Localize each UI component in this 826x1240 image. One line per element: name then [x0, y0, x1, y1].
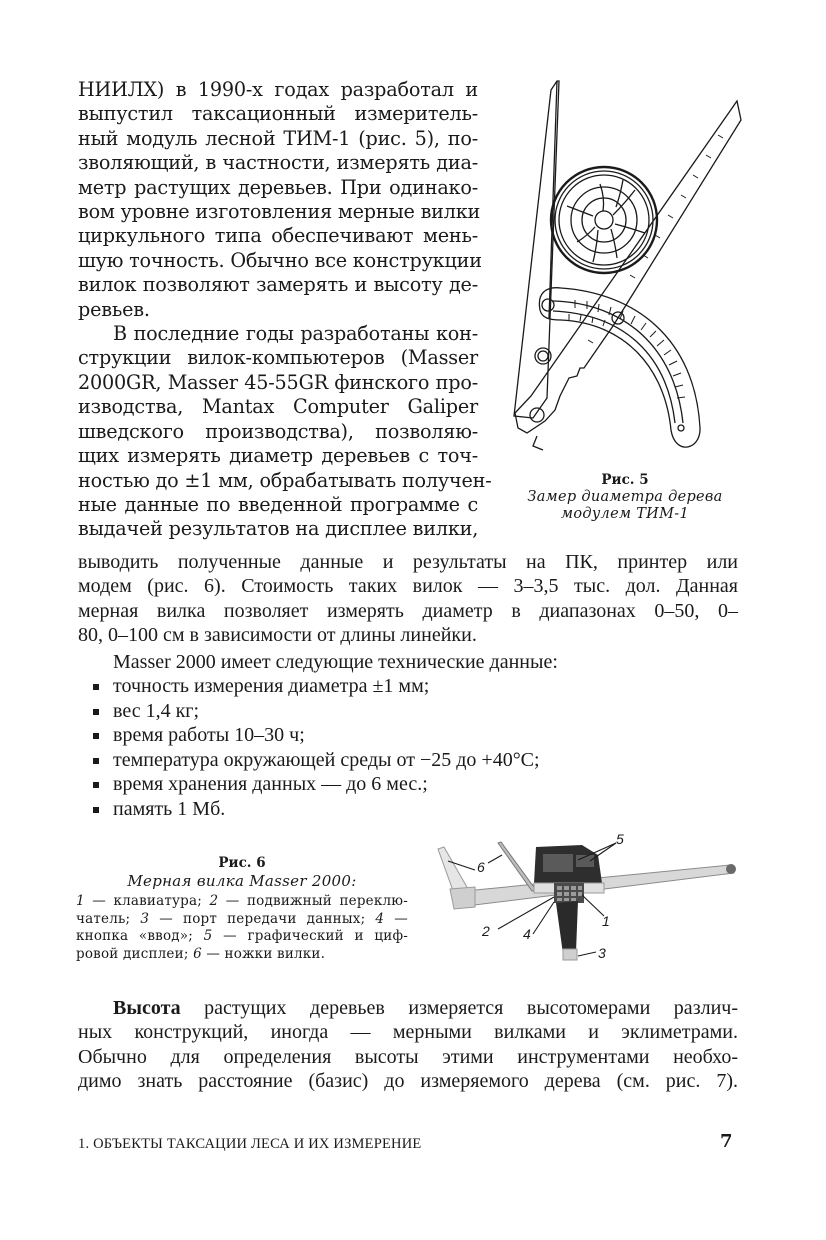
text-line: димо знать расстояние (базис) до измеряемого дерева (см. рис. 7).	[78, 1070, 738, 1093]
figure-5-caption	[505, 472, 745, 523]
callout-5: 5	[616, 831, 624, 847]
legend-number: 6	[193, 945, 202, 962]
callout-4: 4	[523, 926, 531, 942]
list-item	[93, 723, 540, 748]
legend-number: 1	[76, 893, 85, 909]
bullet-icon	[93, 684, 99, 690]
text-line: вилок позволяют замерять и высоту де-	[78, 273, 478, 297]
list-item	[93, 748, 540, 773]
bullet-icon	[93, 709, 99, 715]
bold-term: Высота	[113, 997, 181, 1019]
text-line: щих измерять диаметр деревьев с точ-	[78, 444, 478, 468]
bullet-icon	[93, 758, 99, 764]
bullet-icon	[93, 733, 99, 739]
text-line: метр растущих деревьев. При одинако-	[78, 175, 478, 199]
legend-number: 4	[375, 910, 385, 927]
legend-text: ровой дисплеи;	[76, 945, 194, 962]
paragraph-height	[78, 996, 738, 1094]
page-number: 7	[720, 1131, 733, 1152]
graphic-display	[543, 854, 573, 872]
specs-intro: Masser 2000 имеет следующие технические данные:	[113, 651, 558, 673]
legend-text: кнопка «ввод»;	[76, 928, 204, 944]
figure-6-masser-photo	[430, 827, 750, 972]
figure-5-tim1-drawing	[505, 78, 745, 473]
legend-number: 5	[203, 928, 213, 944]
text-line	[78, 996, 738, 1020]
text-line: мерная вилка позволяет измерять диаметр в диапазонах 0–50, 0–	[78, 599, 738, 622]
text-span: растущих деревьев измеряется высотомерами различ-	[180, 997, 738, 1019]
callout-2: 2	[482, 923, 490, 939]
list-item	[93, 674, 540, 699]
text-line: изводства, Mantax Computer Galiper	[78, 395, 478, 419]
text-line: 2000GR, Masser 45-55GR финского про-	[78, 370, 478, 394]
list-item-text: вес 1,4 кг;	[113, 699, 200, 722]
left-column-text	[78, 78, 492, 542]
text-line: циркульного типа обеспечивают мень-	[78, 224, 478, 248]
legend-text: — ножки вилки.	[201, 945, 326, 962]
callout-6: 6	[477, 859, 485, 875]
fixed-jaw	[514, 81, 559, 418]
text-line: выпустил таксационный измеритель-	[78, 102, 478, 126]
legend-text: — подвижный переклю-	[218, 893, 409, 909]
bullet-icon	[93, 807, 99, 813]
tree-cross-section-icon	[551, 167, 657, 273]
movable-leg	[498, 842, 536, 891]
text-line: выводить полученные данные и результаты на ПК, принтер или	[78, 551, 738, 573]
text-line: ревьев.	[78, 297, 150, 321]
text-line: выдачей результатов на дисплее вилки,	[78, 517, 479, 541]
figure-5-caption-line: Замер диаметра дерева	[527, 489, 723, 505]
text-line: ные данные по введенной программе с	[78, 492, 478, 516]
callout-3: 3	[598, 945, 606, 961]
text-line: ный модуль лесной ТИМ-1 (рис. 5), по-	[78, 126, 478, 150]
list-item	[93, 797, 540, 822]
pivot-hole	[530, 408, 544, 422]
protractor-ticks	[569, 300, 685, 398]
legend-text: — клавиатура;	[84, 893, 210, 909]
bullet-icon	[93, 782, 99, 788]
figure-6-label: Рис. 6	[218, 855, 266, 871]
list-item-text: время работы 10–30 ч;	[113, 724, 305, 746]
text-line: шведского производства), позволяю-	[78, 419, 478, 443]
list-item-text: точность измерения диаметра ±1 мм;	[113, 675, 430, 697]
paragraph-computer-calipers	[78, 322, 492, 542]
legend-text: —	[384, 910, 408, 927]
list-item-text: температура окружающей среды от −25 до +40°С;	[113, 748, 540, 771]
data-port	[563, 949, 577, 960]
text-line: ностью до ±1 мм, обрабатывать получен-	[78, 468, 492, 492]
running-footer-title: 1. ОБЪЕКТЫ ТАКСАЦИИ ЛЕСА И ИХ ИЗМЕРЕНИЕ	[78, 1136, 422, 1152]
paragraph-tim1	[78, 78, 482, 322]
text-line: вом уровне изготовления мерные вилки	[78, 200, 481, 224]
list-item-text: время хранения данных — до 6 мес.;	[113, 773, 428, 795]
callout-1: 1	[602, 913, 610, 929]
figure-6-caption	[76, 855, 408, 963]
handle	[556, 901, 578, 954]
figure-5-label: Рис. 5	[601, 472, 649, 488]
figure-6-legend	[76, 893, 408, 963]
text-line: 80, 0–100 см в зависимости от длины линейки.	[78, 624, 477, 647]
paragraph-output-cost	[78, 550, 738, 648]
list-item-text: память 1 Мб.	[113, 797, 226, 820]
legend-text: — графический и циф-	[212, 928, 408, 944]
list-item	[93, 699, 540, 724]
legend-number: 2	[209, 893, 219, 909]
text-line: шую точность. Обычно все конструкции	[78, 248, 482, 272]
legend-text: — порт передачи данных;	[149, 910, 376, 927]
text-line: струкции вилок-компьютеров (Masser	[78, 346, 478, 370]
figure-5-caption-line: модулем ТИМ-1	[561, 506, 689, 522]
text-line: Обычно для определения высоты этими инструментами необхо-	[78, 1045, 738, 1068]
text-line: ных конструкций, иногда — мерными вилками и эклиметрами.	[78, 1021, 738, 1044]
list-item	[93, 772, 540, 797]
text-line: НИИЛХ) в 1990-х годах разработал и	[78, 78, 478, 101]
text-line: зволяющий, в частности, измерять диа-	[78, 151, 478, 175]
figure-6-title: Мерная вилка Masser 2000:	[127, 871, 357, 890]
specs-list	[93, 674, 540, 821]
text-line: модем (рис. 6). Стоимость таких вилок — 3–3,5 тыс. дол. Данная	[78, 575, 738, 598]
legend-number: 3	[140, 910, 150, 927]
legend-text: чатель;	[76, 910, 141, 927]
text-line: В последние годы разработаны кон-	[113, 322, 478, 346]
